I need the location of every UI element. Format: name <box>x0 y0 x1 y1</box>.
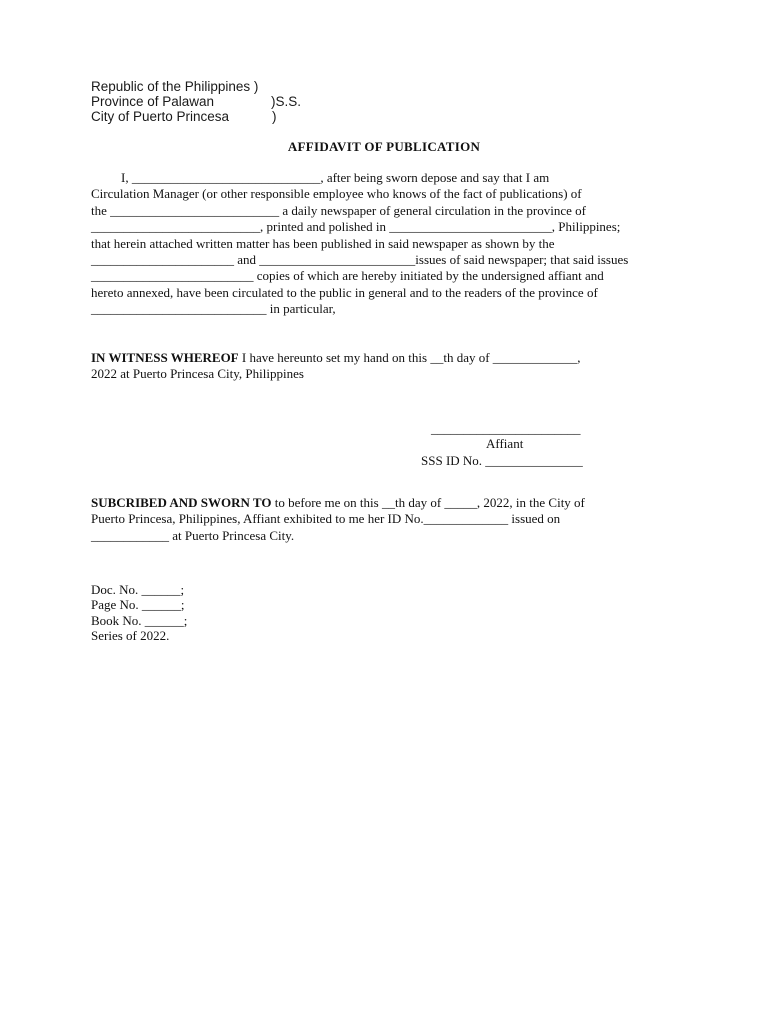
affiant-signature-line: _______________________ <box>431 421 581 436</box>
venue-city: City of Puerto Princesa <box>91 109 230 124</box>
book-number: Book No. ______; <box>91 612 188 628</box>
doc-number: Doc. No. ______; <box>91 582 185 597</box>
body-line-8: hereto annexed, have been circulated to the public in general and to the readers of the province of <box>91 284 598 300</box>
affidavit-body <box>91 170 681 318</box>
body-line-5: that herein attached written matter has been published in said newspaper as shown by the <box>91 235 555 251</box>
jurat-line-2: Puerto Princesa, Philippines, Affiant exhibited to me her ID No._____________ issued on <box>91 511 561 527</box>
sss-id-field: SSS ID No. _______________ <box>421 453 583 468</box>
venue-country: Republic of the Philippines ) <box>91 79 259 94</box>
jurat-line-1: to before me on this __th day of _____, 2022, in the City of <box>271 495 585 510</box>
body-line-1: I, _____________________________, after being sworn depose and say that I am <box>121 170 550 185</box>
witness-heading: IN WITNESS WHEREOF <box>91 350 239 365</box>
document-title: AFFIDAVIT OF PUBLICATION <box>287 139 481 154</box>
body-line-2: Circulation Manager (or other responsible employee who knows of the fact of publications) of <box>91 186 582 202</box>
affiant-label: Affiant <box>486 436 524 451</box>
page-number: Page No. ______; <box>91 597 185 613</box>
venue-bracket: ) <box>272 109 277 124</box>
jurat-heading: SUBCRIBED AND SWORN TO <box>91 495 272 510</box>
witness-clause <box>91 350 681 383</box>
body-line-6: ______________________ and ________________________issues of said newspaper; that said issues <box>91 251 629 267</box>
witness-line-1: I have hereunto set my hand on this __th day of _____________, <box>238 350 581 365</box>
body-line-7: _________________________ copies of which are hereby initiated by the undersigned affiant and <box>91 268 604 284</box>
venue-province: Province of Palawan <box>91 94 215 109</box>
jurat-clause <box>91 495 681 544</box>
venue-block <box>91 79 302 124</box>
body-line-4: __________________________, printed and polished in _________________________, Philippines; <box>91 219 621 235</box>
body-line-3: the __________________________ a daily newspaper of general circulation in the province of <box>91 202 586 218</box>
witness-line-2: 2022 at Puerto Princesa City, Philippines <box>91 366 304 382</box>
jurat-line-3: ____________ at Puerto Princesa City. <box>91 527 295 543</box>
series-year: Series of 2022. <box>91 628 170 644</box>
notarial-register <box>91 582 187 644</box>
venue-ss-mark: )S.S. <box>271 94 302 109</box>
body-line-9: ___________________________ in particular, <box>91 301 336 317</box>
